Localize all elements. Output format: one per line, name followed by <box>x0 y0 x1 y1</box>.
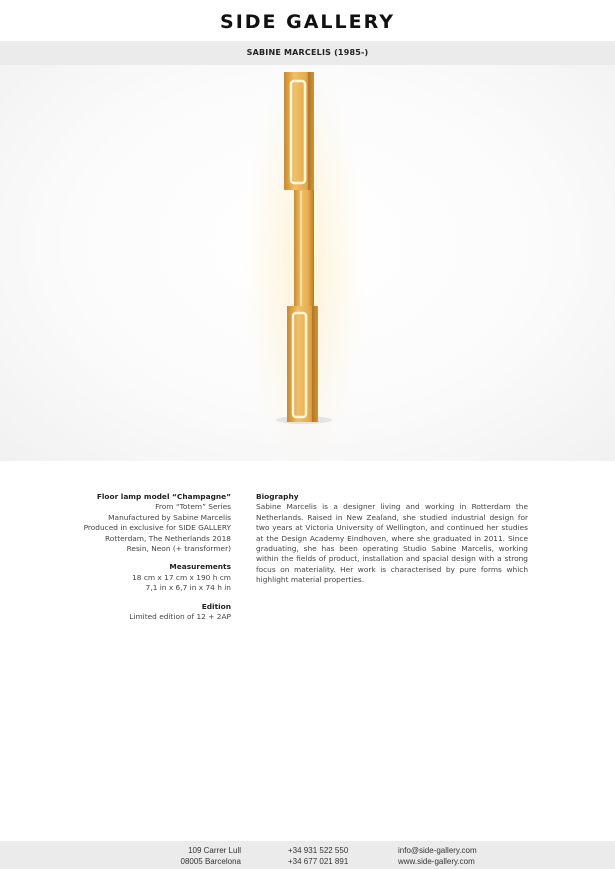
footer-phones <box>288 845 348 867</box>
measurements-section <box>40 562 231 593</box>
biography-heading: Biography <box>256 492 299 501</box>
artist-name-band: SABINE MARCELIS (1985-) <box>0 41 615 65</box>
edition-value: Limited edition of 12 + 2AP <box>129 612 231 622</box>
artwork-description <box>40 492 231 554</box>
product-photo <box>0 65 615 461</box>
detail-line: Resin, Neon (+ transformer) <box>126 544 231 554</box>
contact-footer <box>0 841 615 869</box>
edition-heading: Edition <box>201 601 231 611</box>
footer-address <box>181 845 242 867</box>
phone-primary[interactable]: +34 931 522 550 <box>288 846 349 855</box>
footer-web <box>398 845 477 867</box>
biography-section <box>256 492 528 586</box>
lamp-top-block-side <box>308 72 314 190</box>
edition-section <box>40 602 231 623</box>
detail-line: Rotterdam, The Netherlands 2018 <box>105 533 231 543</box>
measurement-imperial: 7,1 in x 6,7 in x 74 h in <box>145 583 231 593</box>
floor-lamp-illustration <box>0 65 615 461</box>
detail-line: Manufactured by Sabine Marcelis <box>108 512 231 522</box>
lamp-lower-block-side <box>312 306 318 422</box>
detail-line: From “Totem” Series <box>155 502 231 512</box>
artwork-details <box>40 492 231 630</box>
brand-title: SIDE GALLERY <box>220 11 395 33</box>
measurement-metric: 18 cm x 17 cm x 190 h cm <box>132 572 231 582</box>
email-link[interactable]: info@side-gallery.com <box>398 846 477 855</box>
website-link[interactable]: www.side-gallery.com <box>398 857 475 866</box>
phone-secondary[interactable]: +34 677 021 891 <box>288 857 349 866</box>
address-city: 08005 Barcelona <box>180 857 241 866</box>
address-street: 109 Carrer Lull <box>188 846 241 855</box>
artwork-title: Floor lamp model “Champagne” <box>96 492 231 501</box>
measurements-heading: Measurements <box>169 562 231 572</box>
biography-text: Sabine Marcelis is a designer living and working in Rotterdam the Netherlands. Raised in New Zealand, she studied industrial design for two years at Victoria University of Wellington, and continued her studies at the Design Academy Eindhoven, where she graduated in 2011. Since graduating, she has been operating Studio Sabine Marcelis, working within the fields of product, installation and spacial design with a strong focus on materiality. Her work is characterised by pure forms which highlight material properties. <box>256 502 528 585</box>
lamp-middle-column <box>294 190 314 310</box>
detail-line: Produced in exclusive for SIDE GALLERY <box>83 523 231 533</box>
